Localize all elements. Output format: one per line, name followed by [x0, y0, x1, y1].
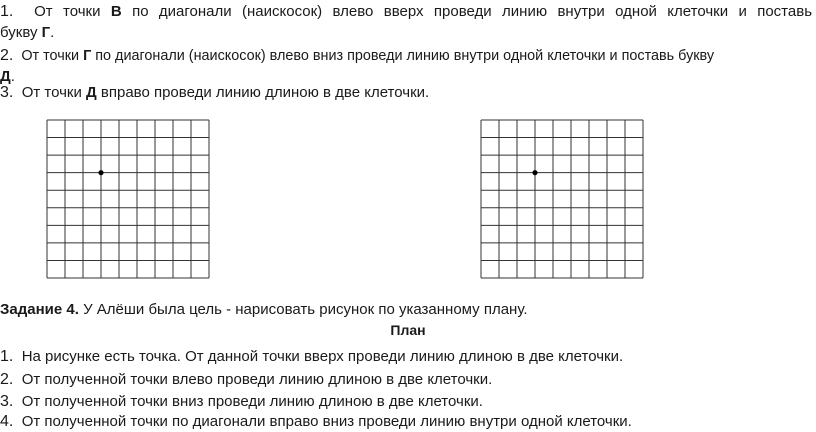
plan-step-2: [0, 370, 492, 390]
plan-step-1-number: 1.: [0, 348, 14, 365]
task-2-line-1: [0, 46, 714, 66]
plan-step-3-number: 3.: [0, 393, 14, 410]
task-4-label: Задание 4.: [0, 301, 79, 318]
task-2-prefix: От точки: [21, 48, 84, 64]
plan-step-2-number: 2.: [0, 371, 14, 388]
task-1-number: 1.: [0, 3, 14, 20]
task-1-line2-prefix: букву: [0, 24, 42, 41]
plan-step-1-text: На рисунке есть точка. От данной точки вверх проведи линию длиною в две клеточки.: [21, 348, 624, 365]
task-1-letter: В: [110, 3, 122, 20]
task-2-letter: Г: [83, 48, 92, 64]
plan-step-4: [0, 412, 632, 432]
task-3-text: вправо проведи линию длиною в две клеточки.: [96, 84, 430, 101]
task-2-text: по диагонали (наискосок) влево вниз проведи линию внутри одной клеточки и поставь букву: [91, 48, 715, 64]
task-3-prefix: От точки: [21, 84, 87, 101]
task-1-line-1: [0, 2, 812, 22]
task-2-line2-letter: Д: [0, 68, 11, 85]
task-3-letter: Д: [86, 84, 97, 101]
plan-step-3: [0, 392, 483, 412]
task-1-prefix: От точки: [34, 3, 111, 20]
right-grid: [480, 119, 644, 279]
task-4-description: У Алёши была цель - нарисовать рисунок по указанному плану.: [78, 301, 528, 318]
grid-point: [532, 170, 537, 175]
plan-step-2-text: От полученной точки влево проведи линию длиною в две клеточки.: [21, 371, 493, 388]
task-1-line2-letter: Г: [41, 24, 51, 41]
grid-point: [98, 170, 103, 175]
task-2-number: 2.: [0, 47, 14, 64]
task-3-line: [0, 83, 429, 103]
task-2-line2-suffix: .: [10, 68, 15, 85]
task-1-line2-suffix: .: [50, 24, 55, 41]
plan-step-3-text: От полученной точки вниз проведи линию длиною в две клеточки.: [21, 393, 483, 410]
plan-step-1: [0, 347, 623, 367]
task-4-title: [0, 300, 528, 320]
left-grid: [46, 119, 210, 279]
plan-heading: План: [390, 322, 426, 338]
plan-step-4-text: От полученной точки по диагонали вправо вниз проведи линию внутри одной клеточки.: [21, 413, 632, 430]
task-1-line-2: [0, 23, 54, 43]
plan-step-4-number: 4.: [0, 413, 14, 430]
task-3-number: 3.: [0, 84, 14, 101]
task-1-text: по диагонали (наискосок) влево вверх проведи линию внутри одной клеточки и поставь: [121, 3, 813, 20]
